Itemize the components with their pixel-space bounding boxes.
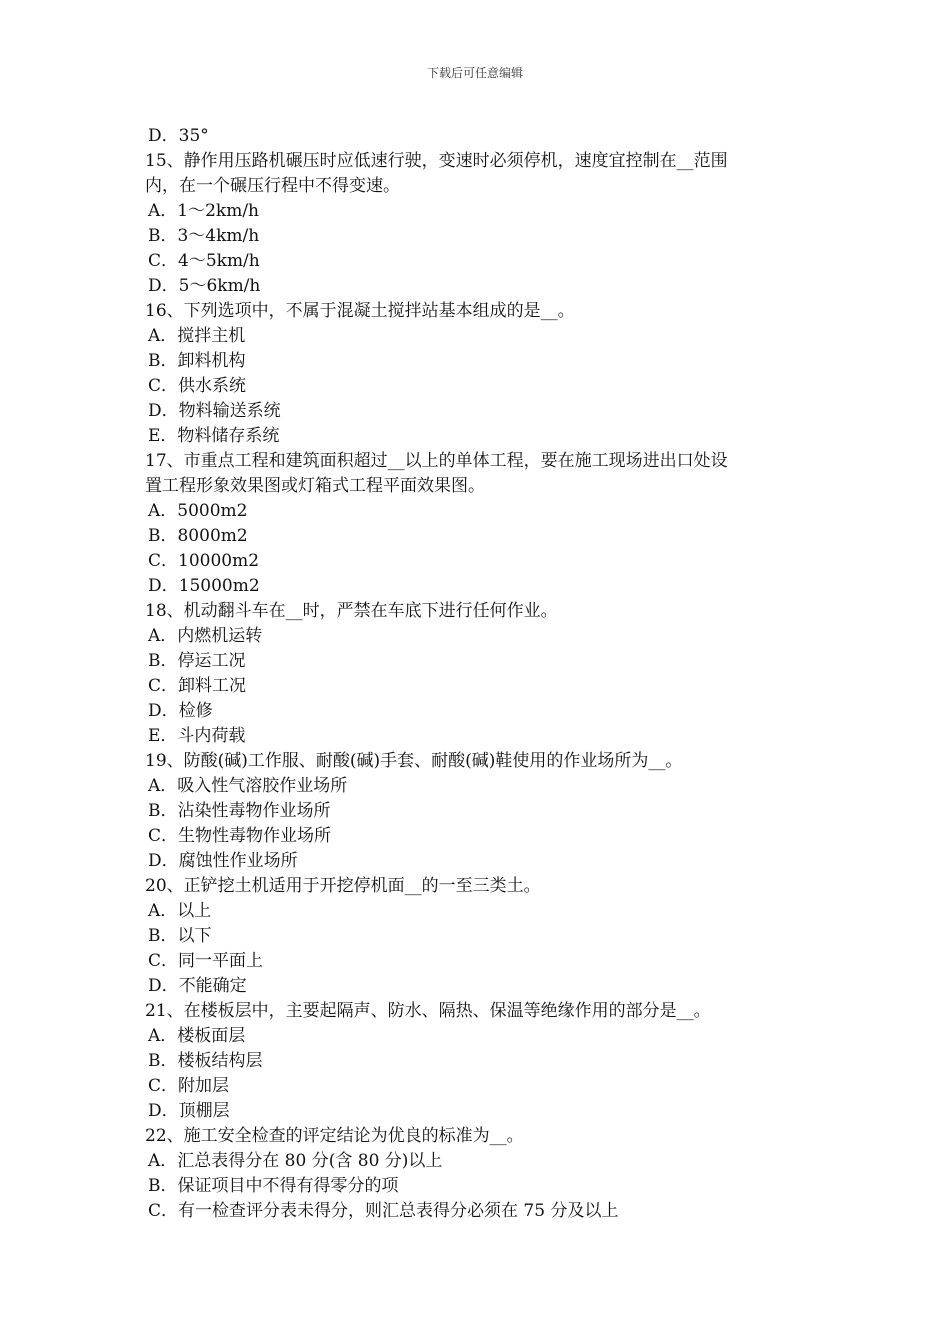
- answer-option: B．卸料机构: [148, 351, 246, 371]
- answer-option: C．生物性毒物作业场所: [148, 826, 332, 846]
- answer-option: A．吸入性气溶胶作业场所: [148, 776, 348, 796]
- answer-option: A．以上: [148, 901, 212, 921]
- answer-option: A．楼板面层: [148, 1026, 246, 1046]
- answer-option: D．15000m2: [148, 576, 260, 596]
- answer-option: B．3～4km/h: [148, 226, 260, 246]
- answer-option: B．以下: [148, 926, 212, 946]
- answer-option: C．附加层: [148, 1076, 230, 1096]
- answer-option: B．8000m2: [148, 526, 248, 546]
- answer-option: A．搅拌主机: [148, 326, 246, 346]
- answer-option: C．有一检查评分表未得分，则汇总表得分必须在 75 分及以上: [148, 1201, 619, 1221]
- answer-option: A．内燃机运转: [148, 626, 263, 646]
- question-text: 18、机动翻斗车在__时，严禁在车底下进行任何作业。: [145, 601, 558, 621]
- answer-option: A．5000m2: [148, 501, 248, 521]
- question-text: 17、市重点工程和建筑面积超过__以上的单体工程，要在施工现场进出口处设: [145, 451, 728, 471]
- answer-option: D．顶棚层: [148, 1101, 230, 1121]
- question-text: 16、下列选项中，不属于混凝土搅拌站基本组成的是__。: [145, 301, 575, 321]
- answer-option: B．楼板结构层: [148, 1051, 263, 1071]
- answer-option: D．物料输送系统: [148, 401, 281, 421]
- document-body: [145, 124, 825, 1224]
- question-text: 22、施工安全检查的评定结论为优良的标准为__。: [145, 1126, 524, 1146]
- answer-option: E．物料储存系统: [148, 426, 280, 446]
- answer-option: C．同一平面上: [148, 951, 264, 971]
- answer-option: D．5～6km/h: [148, 276, 261, 296]
- answer-option: D．不能确定: [148, 976, 247, 996]
- answer-option: C．卸料工况: [148, 676, 247, 696]
- answer-option: B．停运工况: [148, 651, 246, 671]
- answer-option: B．沾染性毒物作业场所: [148, 801, 331, 821]
- answer-option: D．35°: [148, 126, 209, 146]
- answer-option: D．检修: [148, 701, 213, 721]
- answer-option: C．10000m2: [148, 551, 260, 571]
- question-text: 置工程形象效果图或灯箱式工程平面效果图。: [145, 476, 485, 496]
- answer-option: A．1～2km/h: [148, 201, 260, 221]
- question-text: 内，在一个碾压行程中不得变速。: [145, 176, 400, 196]
- answer-option: C．4～5km/h: [148, 251, 260, 271]
- page-header-note: 下载后可任意编辑: [426, 66, 523, 80]
- answer-option: D．腐蚀性作业场所: [148, 851, 298, 871]
- answer-option: E．斗内荷载: [148, 726, 246, 746]
- answer-option: A．汇总表得分在 80 分(含 80 分)以上: [148, 1151, 443, 1171]
- question-text: 21、在楼板层中，主要起隔声、防水、隔热、保温等绝缘作用的部分是__。: [145, 1001, 711, 1021]
- answer-option: C．供水系统: [148, 376, 247, 396]
- question-text: 20、正铲挖土机适用于开挖停机面__的一至三类土。: [145, 876, 541, 896]
- question-text: 15、静作用压路机碾压时应低速行驶，变速时必须停机，速度宜控制在__范围: [145, 151, 728, 171]
- answer-option: B．保证项目中不得有得零分的项: [148, 1176, 399, 1196]
- question-text: 19、防酸(碱)工作服、耐酸(碱)手套、耐酸(碱)鞋使用的作业场所为__。: [145, 751, 683, 771]
